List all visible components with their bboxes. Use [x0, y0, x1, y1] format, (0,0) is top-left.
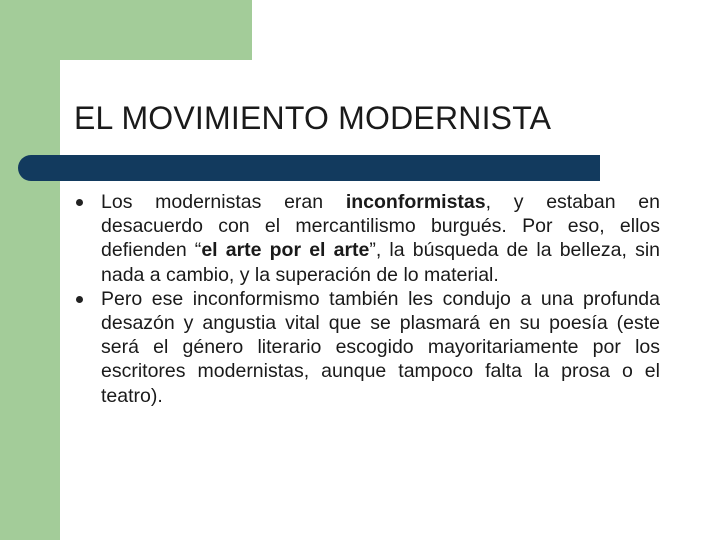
bullet-text-bold: el arte por el arte: [201, 239, 370, 262]
bullet-dot-icon: [76, 296, 83, 303]
slide-title: EL MOVIMIENTO MODERNISTA: [74, 100, 552, 136]
bullet-item: [76, 287, 660, 408]
bullet-text-segment: , y estaban en desacuerdo con el mercantilismo burgués. Por eso, ellos defienden “: [101, 191, 660, 262]
bullet-text-segment: Pero ese inconformismo también les condujo a una profunda desazón y angustia vital que se plasmará en su poesía (este será el género literario escogido mayoritariamente por los escritores modernistas, aunque tampoco falta la prosa o el teatro).: [101, 287, 660, 407]
bullet-list: [76, 190, 660, 408]
bullet-dot-icon: [76, 199, 83, 206]
bullet-text-segment: Los modernistas eran: [101, 191, 346, 213]
bullet-text-segment: ”, la búsqueda de la belleza, sin nada a cambio, y la superación de lo material.: [101, 239, 660, 286]
title-underline-bar: [18, 155, 600, 181]
bullet-item: [76, 190, 660, 287]
decorative-green-band-left: [0, 0, 60, 540]
bullet-text-bold: inconformistas: [345, 191, 486, 213]
